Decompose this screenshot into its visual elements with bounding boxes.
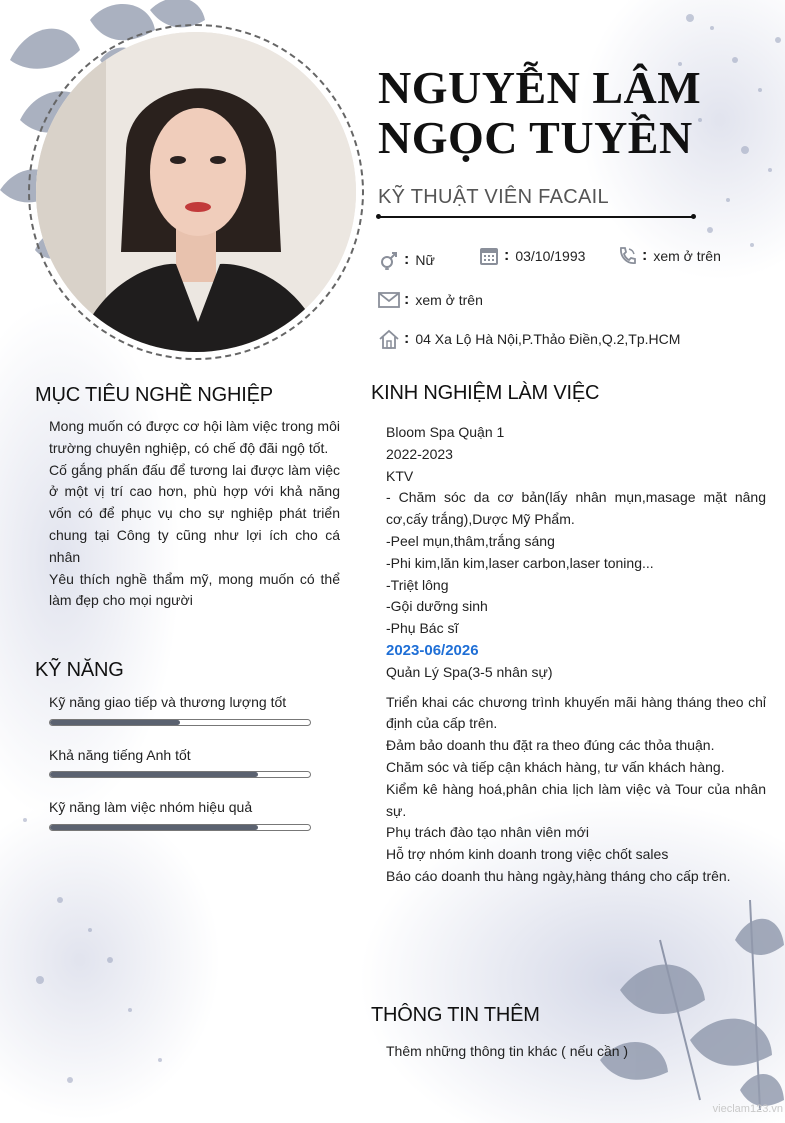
home-icon [378, 328, 400, 350]
objective-heading: MỤC TIÊU NGHỀ NGHIỆP [35, 384, 273, 406]
extra-text: Thêm những thông tin khác ( nếu cần ) [386, 1043, 629, 1059]
phone-value: xem ở trên [653, 248, 721, 264]
objective-paragraph: Yêu thích nghề thẩm mỹ, mong muốn có thể làm đẹp cho mọi người [49, 570, 340, 609]
job-detail: Đảm bảo doanh thu đặt ra theo đúng các thỏa thuận. [386, 737, 715, 754]
extra-heading: THÔNG TIN THÊM [371, 1004, 540, 1026]
watermark: vieclam123.vn [712, 1103, 783, 1115]
objective-paragraph: Cố gắng phấn đấu để tương lai được làm việc ở một vị trí cao hơn, phù hợp với khả năng vốn có để phục vụ cho sự nghiệp phát triển chung tại Công ty cũng như lợi ích cho cá nhân [49, 461, 340, 565]
gender-value: Nữ [415, 252, 435, 268]
address-value: 04 Xa Lộ Hà Nội,P.Thảo Điền,Q.2,Tp.HCM [415, 331, 681, 347]
job-detail: Hỗ trợ nhóm kinh doanh trong việc chốt sales [386, 846, 669, 863]
skill-label: Kỹ năng giao tiếp và thương lượng tốt [49, 694, 287, 710]
job-detail: -Phụ Bác sĩ [386, 620, 459, 637]
job-company: Bloom Spa Quận 1 [386, 424, 505, 440]
job-detail: -Peel mụn,thâm,trắng sáng [386, 532, 555, 549]
gender-icon [378, 249, 400, 271]
skill-bar [49, 824, 311, 831]
calendar-icon [478, 245, 500, 267]
skill-bar [49, 719, 311, 726]
title-divider [378, 216, 694, 218]
full-name-line1: NGUYỄN LÂM [378, 62, 702, 113]
experience-heading: KINH NGHIỆM LÀM VIỆC [371, 382, 600, 404]
skill-label: Kỹ năng làm việc nhóm hiệu quả [49, 799, 253, 815]
skill-label: Khả năng tiếng Anh tốt [49, 747, 191, 763]
email-value: xem ở trên [415, 292, 483, 308]
objective-paragraph: Mong muốn có được cơ hội làm việc trong môi trường chuyên nghiệp, có chế độ đãi ngộ tốt. [49, 418, 340, 456]
mail-icon [378, 289, 400, 311]
job-detail: - Chăm sóc da cơ bản(lấy nhân mụn,masage mặt nâng cơ,cấy trắng),Dược Mỹ Phẩm. [386, 489, 766, 528]
skill-bar-fill [50, 772, 258, 777]
contact-dob: : 03/10/1993 [478, 245, 585, 267]
phone-icon [616, 245, 638, 267]
job-detail: Chăm sóc và tiếp cận khách hàng, tư vấn khách hàng. [386, 758, 725, 775]
contact-phone: : xem ở trên [616, 245, 721, 267]
full-name-line2: NGỌC TUYỀN [378, 112, 693, 163]
job-detail: -Triệt lông [386, 576, 449, 593]
job-detail: Triển khai các chương trình khuyến mãi hàng tháng theo chỉ định của cấp trên. [386, 693, 766, 732]
skills-heading: KỸ NĂNG [35, 659, 124, 681]
job-detail: -Phi kim,lăn kim,laser carbon,laser toning... [386, 554, 654, 571]
job-detail: Kiểm kê hàng hoá,phân chia lịch làm việc và Tour của nhân sự. [386, 780, 766, 819]
job-period-highlight: 2023-06/2026 [386, 641, 479, 659]
contact-gender: : Nữ [378, 249, 435, 271]
profile-photo [36, 32, 356, 352]
skill-bar [49, 771, 311, 778]
experience-section [386, 422, 766, 888]
dob-value: 03/10/1993 [515, 248, 586, 264]
job-title: KỸ THUẬT VIÊN FACAIL [378, 186, 609, 208]
contact-address: : 04 Xa Lộ Hà Nội,P.Thảo Điền,Q.2,Tp.HCM [378, 328, 680, 350]
job-detail: Báo cáo doanh thu hàng ngày,hàng tháng cho cấp trên. [386, 867, 731, 884]
skill-bar-fill [50, 720, 180, 725]
objective-section [49, 416, 340, 612]
contact-email: : xem ở trên [378, 289, 483, 311]
job-role: KTV [386, 467, 414, 484]
job-detail: -Gội dưỡng sinh [386, 598, 488, 615]
job-role: Quản Lý Spa(3-5 nhân sự) [386, 663, 553, 680]
skill-bar-fill [50, 825, 258, 830]
job-detail: Phụ trách đào tạo nhân viên mới [386, 824, 589, 841]
job-period: 2022-2023 [386, 445, 453, 462]
